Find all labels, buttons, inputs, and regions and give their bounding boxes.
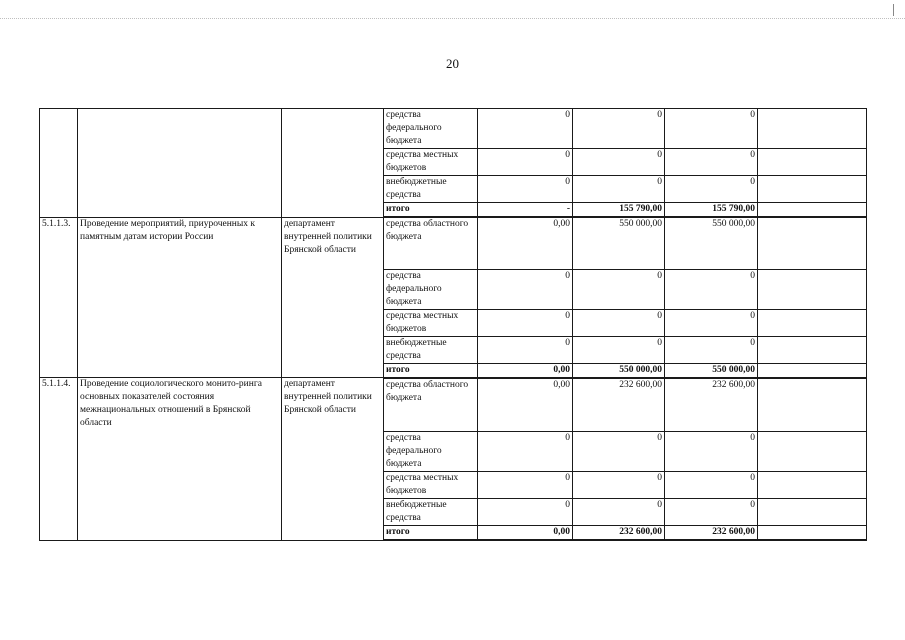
table-row — [40, 378, 867, 432]
value-cell-3: 0 — [665, 176, 758, 203]
item-name: Проведение социологического монито-ринга основных показателей состояния межнациональных отношений в Брянской области — [78, 378, 282, 541]
item-code — [40, 109, 78, 218]
empty-cell — [758, 472, 867, 499]
value-cell-2: 0 — [573, 432, 665, 472]
empty-cell — [758, 363, 867, 378]
value-cell-2: 232 600,00 — [573, 526, 665, 541]
empty-cell — [758, 176, 867, 203]
value-cell-1: - — [478, 203, 573, 218]
value-cell-3: 0 — [665, 149, 758, 176]
value-cell-2: 0 — [573, 149, 665, 176]
item-name — [78, 109, 282, 218]
funding-source: внебюджетные средства — [384, 499, 478, 526]
value-cell-1: 0,00 — [478, 363, 573, 378]
funding-source: внебюджетные средства — [384, 336, 478, 363]
funding-source: внебюджетные средства — [384, 176, 478, 203]
value-cell-1: 0 — [478, 269, 573, 309]
item-name: Проведение мероприятий, приуроченных к памятным датам истории России — [78, 217, 282, 378]
empty-cell — [758, 269, 867, 309]
budget-table-body — [40, 109, 867, 541]
value-cell-1: 0,00 — [478, 378, 573, 432]
value-cell-3: 0 — [665, 109, 758, 149]
value-cell-2: 0 — [573, 109, 665, 149]
value-cell-3: 0 — [665, 432, 758, 472]
scan-edge-mark — [893, 4, 894, 16]
value-cell-1: 0,00 — [478, 526, 573, 541]
empty-cell — [758, 499, 867, 526]
table-row — [40, 217, 867, 269]
empty-cell — [758, 336, 867, 363]
funding-source: средства областного бюджета — [384, 217, 478, 269]
value-cell-2: 0 — [573, 499, 665, 526]
funding-source: средства местных бюджетов — [384, 472, 478, 499]
empty-cell — [758, 217, 867, 269]
item-executor — [282, 109, 384, 218]
value-cell-1: 0 — [478, 149, 573, 176]
value-cell-3: 550 000,00 — [665, 363, 758, 378]
value-cell-1: 0 — [478, 432, 573, 472]
value-cell-3: 0 — [665, 499, 758, 526]
funding-source: средства местных бюджетов — [384, 309, 478, 336]
value-cell-2: 0 — [573, 336, 665, 363]
funding-source: средства местных бюджетов — [384, 149, 478, 176]
value-cell-3: 0 — [665, 309, 758, 336]
value-cell-2: 0 — [573, 176, 665, 203]
value-cell-1: 0,00 — [478, 217, 573, 269]
value-cell-1: 0 — [478, 472, 573, 499]
value-cell-3: 232 600,00 — [665, 526, 758, 541]
item-executor: департамент внутренней политики Брянской области — [282, 378, 384, 541]
item-executor: департамент внутренней политики Брянской области — [282, 217, 384, 378]
value-cell-1: 0 — [478, 109, 573, 149]
value-cell-3: 0 — [665, 336, 758, 363]
value-cell-1: 0 — [478, 499, 573, 526]
item-code: 5.1.1.3. — [40, 217, 78, 378]
value-cell-1: 0 — [478, 309, 573, 336]
scan-edge-line — [0, 18, 905, 19]
value-cell-2: 550 000,00 — [573, 363, 665, 378]
table-row — [40, 109, 867, 149]
value-cell-3: 550 000,00 — [665, 217, 758, 269]
empty-cell — [758, 526, 867, 541]
page-number: 20 — [446, 56, 459, 71]
empty-cell — [758, 378, 867, 432]
value-cell-3: 155 790,00 — [665, 203, 758, 218]
funding-source: средства федерального бюджета — [384, 269, 478, 309]
value-cell-1: 0 — [478, 336, 573, 363]
value-cell-3: 0 — [665, 269, 758, 309]
empty-cell — [758, 203, 867, 218]
funding-source: средства федерального бюджета — [384, 109, 478, 149]
empty-cell — [758, 432, 867, 472]
empty-cell — [758, 309, 867, 336]
empty-cell — [758, 109, 867, 149]
funding-source: средства областного бюджета — [384, 378, 478, 432]
funding-source: итого — [384, 203, 478, 218]
item-code: 5.1.1.4. — [40, 378, 78, 541]
funding-source: средства федерального бюджета — [384, 432, 478, 472]
value-cell-2: 0 — [573, 472, 665, 499]
empty-cell — [758, 149, 867, 176]
value-cell-1: 0 — [478, 176, 573, 203]
budget-table — [39, 108, 867, 541]
value-cell-2: 232 600,00 — [573, 378, 665, 432]
value-cell-2: 550 000,00 — [573, 217, 665, 269]
value-cell-3: 232 600,00 — [665, 378, 758, 432]
value-cell-2: 0 — [573, 269, 665, 309]
value-cell-3: 0 — [665, 472, 758, 499]
funding-source: итого — [384, 363, 478, 378]
funding-source: итого — [384, 526, 478, 541]
value-cell-2: 0 — [573, 309, 665, 336]
value-cell-2: 155 790,00 — [573, 203, 665, 218]
